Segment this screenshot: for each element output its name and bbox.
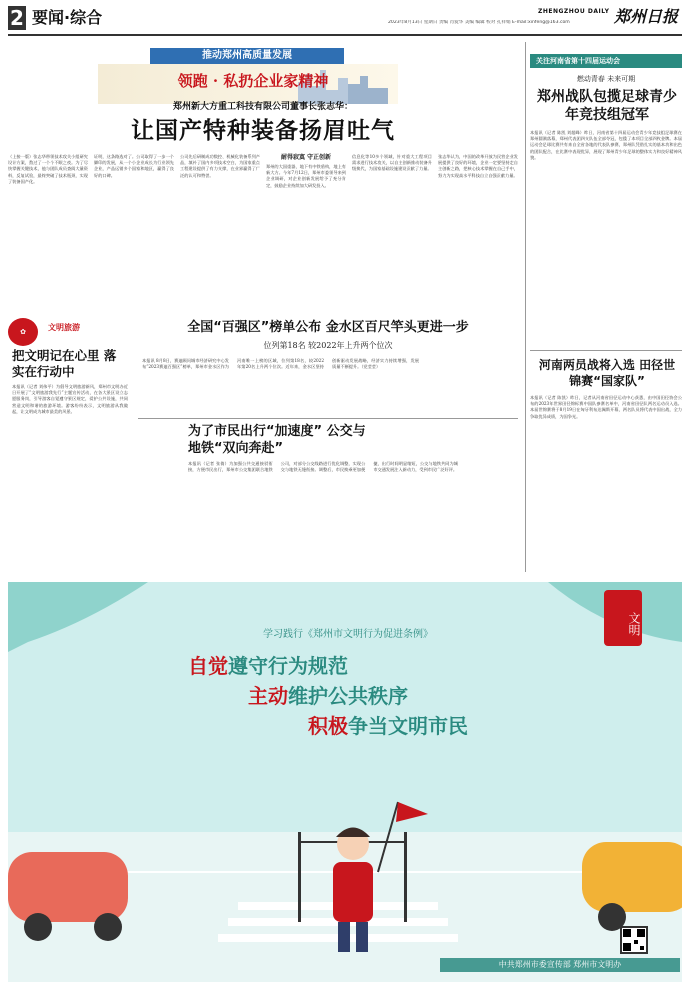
- civic-article: [8, 318, 130, 568]
- center-2-body: 本报讯（记者 张倩）为加强公共交通接驳衔接，方便市民出行，郑州市公交集团联合地铁公司，对部分公交线路进行优化调整，实现公交与地铁无缝衔接。调整后，市民换乘更加便捷，出行时间明显缩短，公交与地铁共同为城市交通发展注入新动力，受到市民广泛好评。: [188, 461, 458, 473]
- qr-code-icon: [620, 926, 648, 954]
- page-number: 2: [8, 6, 26, 30]
- psa-line-3-accent: 积极: [308, 714, 348, 738]
- masthead-rule: [8, 34, 682, 36]
- center-article-2: [138, 418, 518, 570]
- feature-col-4: 郑州的大国重器，地下有中铁盾构，地上有新大方。今年7月12日，郑州市委领导来到企业调研，对企业创新发展给予了充分肯定，鼓励企业持续加大研发投入。: [266, 164, 346, 188]
- psa-line-2: [248, 682, 408, 710]
- center-1-headline: 全国“百强区”榜单公布 金水区百尺竿头更进一步: [187, 320, 469, 335]
- center-2-headline: 为了市民出行“加速度” 公交与地铁“双向奔赴”: [188, 424, 366, 456]
- center-1-subhead: 位列第18名 较2022年上升两个位次: [263, 341, 393, 350]
- feature-subhead: 郑州新大方重工科技有限公司董事长张志华：: [172, 102, 353, 112]
- psa-footer: 中共郑州市委宣传部 郑州市文明办: [440, 958, 680, 972]
- civility-psa: [8, 582, 682, 982]
- feature-col-2: 证明，这条路选对了。公司取得了一步一个脚印的发展，从一个小企业成长为行业领先企业，产品远销多个国家和地区，赢得了良好的口碑。: [94, 154, 174, 178]
- psa-badge: 文明: [604, 590, 642, 646]
- column-divider: [525, 42, 526, 572]
- civic-tag: 文明旅游: [48, 323, 80, 332]
- feature-col-1: （上接一版）张志华带领技术攻关小组研究设计方案，熬过了一个个不眠之夜。为了尽快掌握关键技术，他与团队成员查阅大量资料，反复试验，最终突破了技术瓶颈，实现了装备国产化。: [8, 154, 88, 184]
- section-title: 要闻·综合: [32, 8, 103, 27]
- psa-line-1-accent: 自觉: [188, 654, 228, 678]
- feature-col-4-subhead: 耐得寂寞 守正创新: [280, 154, 332, 161]
- center-2-side: [464, 423, 514, 567]
- athletics-body: 本报讯（记者 陈凯）昨日，记者从河南省田径运动中心获悉，由中国田径协会公布的2023年世界田径锦标赛中国队参赛名单中，河南省田径队两名运动员入选。本届世锦赛将于8月19日在匈牙利布达佩斯开幕，两名队员将代表中国出战，全力争取优异成绩，为国争光。: [530, 395, 682, 419]
- sports-tag: 关注河南省第十四届运动会: [530, 54, 682, 68]
- psa-line-3: [308, 712, 468, 740]
- sports-headline: 郑州战队包揽足球青少年竞技组冠军: [537, 89, 677, 123]
- psa-illustration: [8, 582, 682, 982]
- psa-line-2-rest: 维护公共秩序: [288, 684, 408, 708]
- feature-article: [8, 42, 518, 310]
- masthead: [8, 6, 682, 32]
- paper-cn: 郑州日报: [614, 7, 679, 26]
- sports-kicker: 燃动青春 未来可期: [576, 75, 636, 83]
- psa-learn-line: 学习践行《郑州市文明行为促进条例》: [263, 629, 433, 640]
- civic-headline: 把文明记在心里 落实在行动中: [12, 348, 117, 379]
- feature-col-3: 公司先后研制成功数控、机械化装备系列产品，填补了国内多项技术空白，为国家重点工程建设提供了有力支撑，在业界赢得了广泛的认可和赞誉。: [180, 154, 260, 178]
- feature-col-5: 信息化等10多个领域，针对重大工程项目需求进行技术攻关，以自主创新推动装备升级换代，为国家基础设施建设贡献了力量。: [352, 154, 432, 172]
- psa-line-2-accent: 主动: [248, 684, 288, 708]
- center-1-body: 本报讯 8月8日，赛迪顾问城市经济研究中心发布“2023赛迪百强区”榜单，郑州市金水区作为河南唯一上榜的区域，位列第18名，较2022年第20名上升两个位次。近年来，金水区坚持创新驱动发展战略，经济实力持续增强，发展质量不断提升。（党莹莹）: [142, 358, 419, 370]
- center-article-1: [138, 318, 518, 418]
- sports-article: [530, 54, 682, 344]
- banner-bottom: 领跑 · 私扔企业家精神: [177, 72, 329, 90]
- civic-logo-icon: ✿: [8, 318, 38, 346]
- date-line: 2023年8月13日 星期日 责编 肖爱华 美编 编辑 校对 孔祥娟 E-mail:xinfeng@163.com: [388, 20, 570, 25]
- feature-col-6: 张志华认为，中国的改革开放为民营企业发展提供了良好的环境，企业一定要坚持走自主创新之路，把核心技术掌握在自己手中，努力为实现高水平科技自立自强贡献力量。: [438, 154, 518, 178]
- psa-line-1: [188, 652, 348, 680]
- sports-body: 本报讯（记者 陈凯 刘超峰）昨日，河南省第十四届运动会青少年竞技组足球赛在郑州圆满落幕，郑州代表团四支队伍全部夺冠，包揽了本项目全部四枚金牌。本届运动会足球比赛共有来自全省各地的代表队参赛，郑州队凭借扎实的基本功和出色的团队配合，在比赛中表现优异，展现了郑州青少年足球的整体实力和良好精神风貌。: [530, 130, 682, 160]
- athletics-article: [530, 350, 682, 572]
- feature-headline: 让国产特种装备扬眉吐气: [131, 118, 395, 144]
- banner-top: 推动郑州高质量发展: [150, 48, 344, 64]
- civic-body: 本报讯（记者 刘伟平）为倡导文明旅游新风，郑州市文明办近日开展了“文明旅游我先行”主题宣传活动，在各大景区设立志愿服务岗，引导游客自觉遵守景区规定，爱护公共设施，共同营造文明和谐的旅游环境。游客纷纷表示，文明旅游从我做起，让文明成为城市最美的风景。: [12, 384, 128, 414]
- psa-line-1-rest: 遵守行为规范: [228, 654, 348, 678]
- athletics-headline: 河南两员战将入选 田径世锦赛“国家队”: [538, 358, 676, 388]
- psa-line-3-rest: 争当文明市民: [348, 714, 468, 738]
- paper-en: ZHENGZHOU DAILY: [538, 8, 610, 15]
